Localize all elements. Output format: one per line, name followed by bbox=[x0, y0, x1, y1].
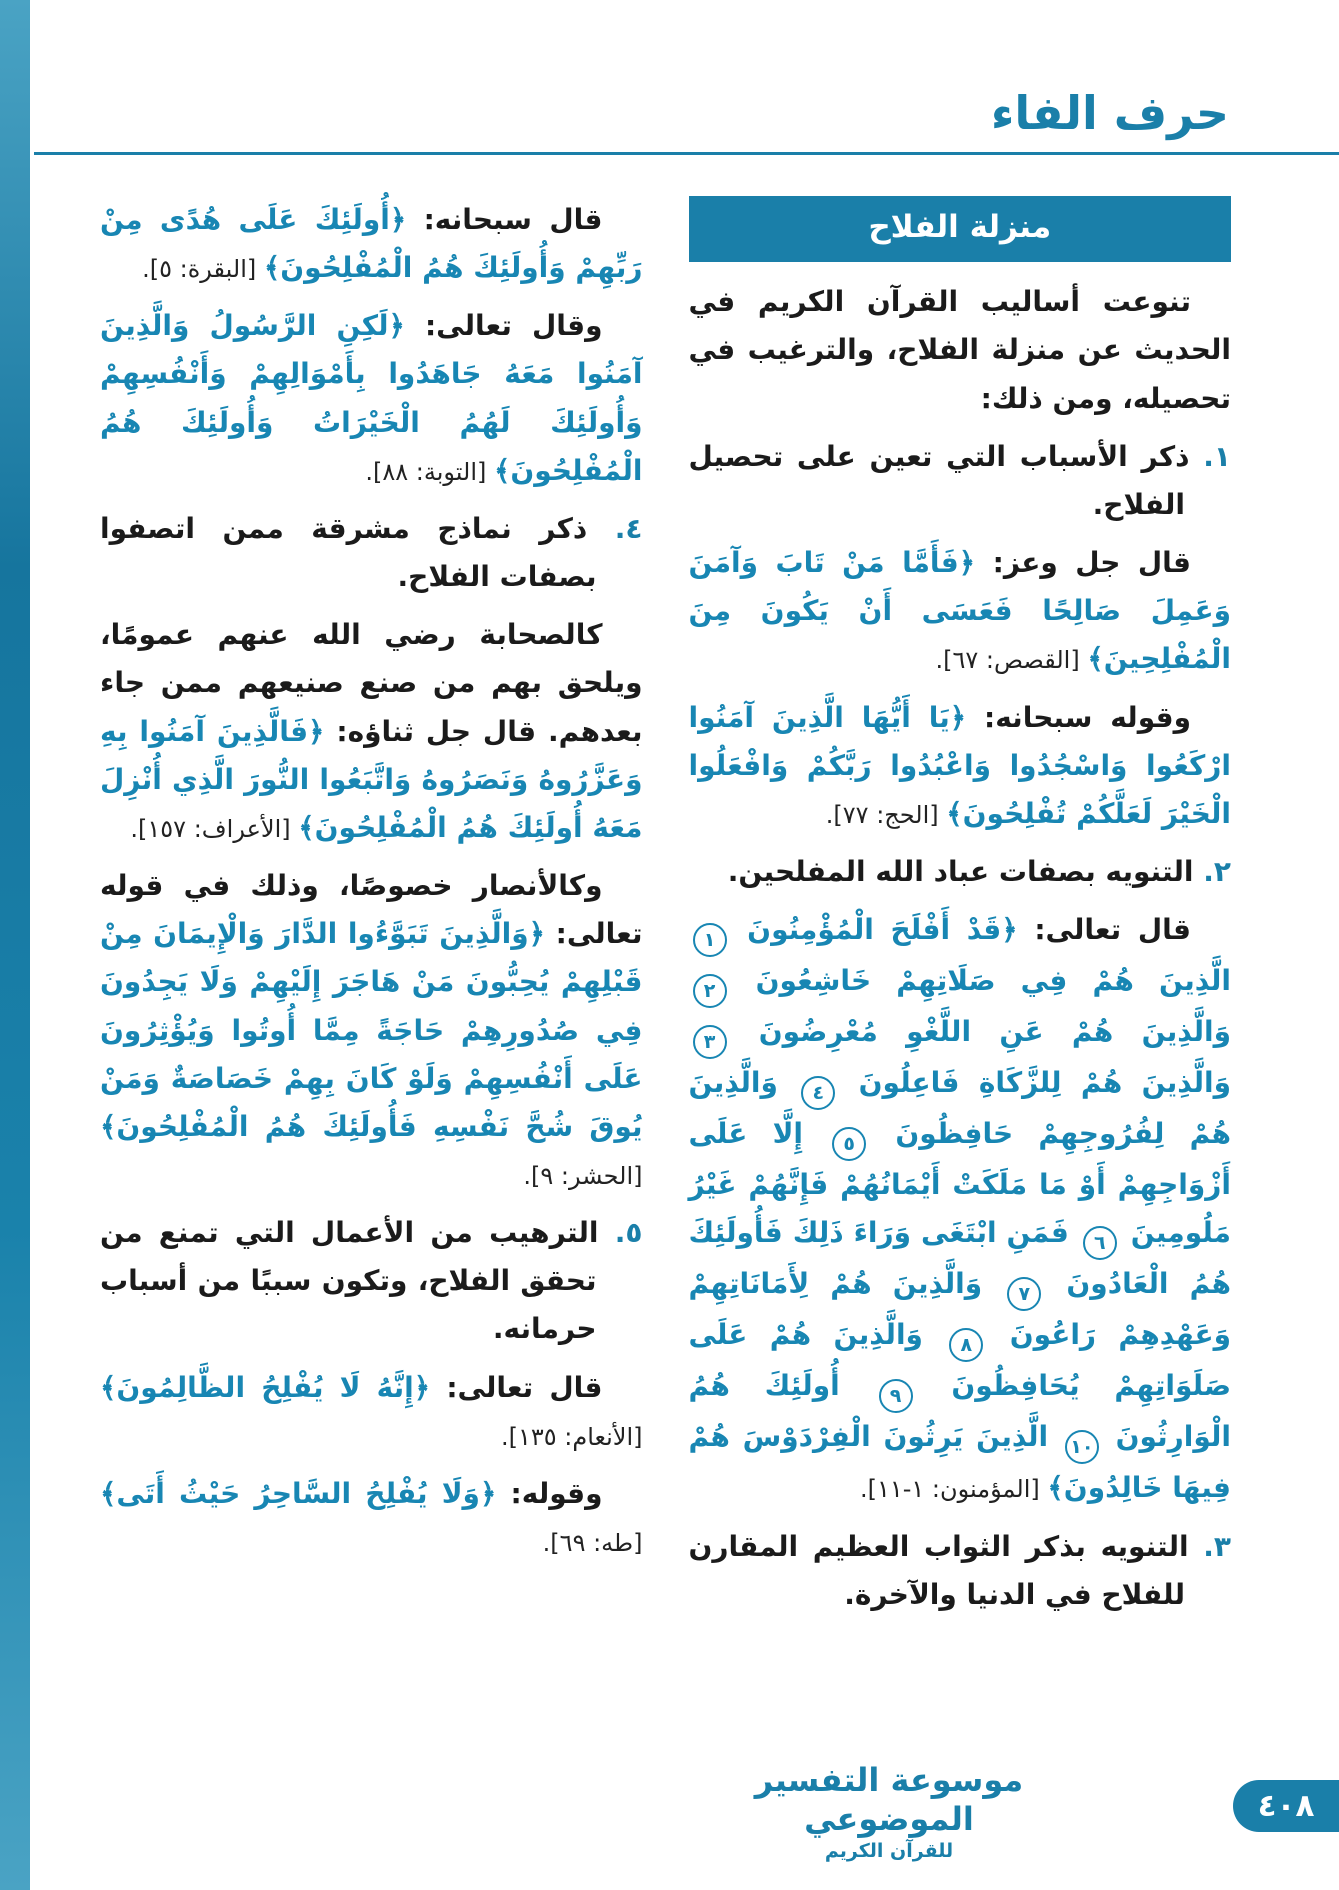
header-rule bbox=[34, 152, 1339, 155]
column-left bbox=[100, 196, 643, 1629]
quran-text: إِلَّا عَلَى أَزْوَاجِهِمْ أَوْ مَا مَلَكَتْ أَيْمَانُهُمْ فَإِنَّهُمْ غَيْرُ مَلُومِينَ bbox=[688, 1117, 1232, 1250]
quran-text: ﴿فَالَّذِينَ آمَنُوا بِهِ وَعَزَّرُوهُ وَنَصَرُوهُ وَاتَّبَعُوا النُّورَ الَّذِي أُنْزِلَ مَعَهُ أُولَئِكَ هُمُ الْمُفْلِحُونَ﴾ bbox=[100, 714, 643, 844]
page-number-badge: ٤٠٨ bbox=[1233, 1780, 1339, 1832]
body-text: قال تعالى: bbox=[430, 1370, 603, 1404]
verse-reference: [طه: ٦٩]. bbox=[542, 1529, 643, 1558]
ayah-number: ٣ bbox=[693, 1025, 727, 1059]
quran-text: وَالَّذِينَ هُمْ عَنِ اللَّغْوِ مُعْرِضُونَ bbox=[730, 1015, 1231, 1049]
paragraph bbox=[100, 302, 643, 495]
verse-reference: [الأنعام: ١٣٥]. bbox=[500, 1422, 643, 1451]
paragraph bbox=[689, 278, 1232, 422]
numbered-item bbox=[689, 433, 1232, 529]
paragraph bbox=[100, 862, 643, 1199]
quran-text: وَالَّذِينَ هُمْ لِلزَّكَاةِ فَاعِلُونَ bbox=[839, 1066, 1231, 1100]
quran-text: فَمَنِ ابْتَغَى وَرَاءَ ذَلِكَ فَأُولَئِكَ هُمُ الْعَادُونَ bbox=[688, 1216, 1231, 1301]
section-heading: منزلة الفلاح bbox=[689, 196, 1232, 262]
item-number: ٣. bbox=[1203, 1529, 1231, 1563]
quran-text: ﴿لَكِنِ الرَّسُولُ وَالَّذِينَ آمَنُوا مَعَهُ جَاهَدُوا بِأَمْوَالِهِمْ وَأَنْفُسِهِمْ وَأُولَئِكَ لَهُمُ الْخَيْرَاتُ وَأُولَئِكَ هُمُ الْمُفْلِحُونَ﴾ bbox=[100, 309, 643, 487]
ayah-number: ٤ bbox=[801, 1076, 835, 1110]
body-text: وقال تعالى: bbox=[404, 309, 603, 343]
ayah-number: ٥ bbox=[832, 1127, 866, 1161]
ayah-number: ١٠ bbox=[1065, 1430, 1099, 1464]
body-text: وقوله سبحانه: bbox=[966, 700, 1191, 734]
paragraph bbox=[689, 539, 1232, 683]
verse-reference: [الحشر: ٩]. bbox=[523, 1161, 643, 1190]
ayah-number: ٩ bbox=[879, 1379, 913, 1413]
verse-reference: [البقرة: ٥]. bbox=[142, 255, 264, 284]
body-text: قال سبحانه: bbox=[406, 203, 603, 236]
item-number: ٤. bbox=[614, 511, 643, 545]
quran-text: وَالَّذِينَ هُمْ لِفُرُوجِهِمْ حَافِظُونَ bbox=[688, 1066, 1231, 1151]
numbered-item bbox=[100, 505, 643, 601]
paragraph bbox=[100, 611, 643, 852]
body-text: قال تعالى: bbox=[1017, 913, 1192, 947]
ayah-number: ٢ bbox=[693, 974, 727, 1008]
running-head: حرف الفاء bbox=[990, 86, 1229, 140]
body-text: ذكر نماذج مشرقة ممن اتصفوا بصفات الفلاح. bbox=[100, 511, 615, 594]
paragraph bbox=[100, 1470, 643, 1566]
numbered-item bbox=[100, 1209, 643, 1353]
paragraph bbox=[689, 906, 1232, 1512]
body-text: التنويه بذكر الثواب العظيم المقارن للفلاح في الدنيا والآخرة. bbox=[688, 1529, 1204, 1611]
quran-text: ﴿فَأَمَّا مَنْ تَابَ وَآمَنَ وَعَمِلَ صَالِحًا فَعَسَى أَنْ يَكُونَ مِنَ الْمُفْلِحِينَ﴾ bbox=[688, 546, 1231, 676]
quran-text: الَّذِينَ يَرِثُونَ الْفِرْدَوْسَ هُمْ فِيهَا خَالِدُونَ﴾ bbox=[688, 1420, 1231, 1505]
verse-reference: [الأعراف: ١٥٧]. bbox=[130, 814, 299, 843]
item-number: ٢. bbox=[1203, 855, 1231, 889]
verse-reference: [القصص: ٦٧]. bbox=[935, 646, 1088, 675]
body-text: وكالأنصار خصوصًا، وذلك في قوله تعالى: bbox=[100, 869, 643, 951]
numbered-item bbox=[689, 848, 1232, 896]
item-number: ١. bbox=[1203, 439, 1231, 473]
quran-text: ﴿إِنَّهُ لَا يُفْلِحُ الظَّالِمُونَ﴾ bbox=[100, 1370, 431, 1404]
verse-reference: [التوبة: ٨٨]. bbox=[365, 457, 494, 486]
quran-text: وَالَّذِينَ هُمْ عَلَى صَلَوَاتِهِمْ يُحَافِظُونَ bbox=[688, 1318, 1231, 1403]
numbered-item bbox=[689, 1523, 1232, 1619]
quran-text: ﴿أُولَئِكَ عَلَى هُدًى مِنْ رَبِّهِمْ وَأُولَئِكَ هُمُ الْمُفْلِحُونَ﴾ bbox=[100, 203, 643, 285]
body-text: وقوله: bbox=[496, 1476, 603, 1510]
body-text: قال جل وعز: bbox=[975, 546, 1191, 580]
quran-text: وَالَّذِينَ هُمْ لِأَمَانَاتِهِمْ وَعَهْدِهِمْ رَاعُونَ bbox=[688, 1267, 1231, 1352]
quran-text: ﴿وَلَا يُفْلِحُ السَّاحِرُ حَيْثُ أَتَى﴾ bbox=[100, 1476, 497, 1510]
page-edge-stripe bbox=[0, 0, 30, 1890]
body-text: كالصحابة رضي الله عنهم عمومًا، ويلحق بهم من صنع صنيعهم ممن جاء بعدهم. قال جل ثناؤه: bbox=[100, 618, 643, 748]
body-text: الترهيب من الأعمال التي تمنع من تحقق الفلاح، وتكون سببًا من أسباب حرمانه. bbox=[100, 1216, 615, 1346]
publisher-logo-title: موسوعة التفسير الموضوعي bbox=[754, 1761, 1024, 1838]
paragraph bbox=[100, 1364, 643, 1460]
quran-text: ﴿يَا أَيُّهَا الَّذِينَ آمَنُوا ارْكَعُوا وَاسْجُدُوا وَاعْبُدُوا رَبَّكُمْ وَافْعَلُوا الْخَيْرَ لَعَلَّكُمْ تُفْلِحُونَ﴾ bbox=[688, 700, 1231, 830]
quran-text: ﴿وَالَّذِينَ تَبَوَّءُوا الدَّارَ وَالْإِيمَانَ مِنْ قَبْلِهِمْ يُحِبُّونَ مَنْ هَاجَرَ إِلَيْهِمْ وَلَا يَجِدُونَ فِي صُدُورِهِمْ حَاجَةً مِمَّا أُوتُوا وَيُؤْثِرُونَ عَلَى أَنْفُسِهِمْ وَلَوْ كَانَ بِهِمْ خَصَاصَةٌ وَمَنْ يُوقَ شُحَّ نَفْسِهِ فَأُولَئِكَ هُمُ الْمُفْلِحُونَ﴾ bbox=[100, 917, 643, 1143]
verse-reference: [المؤمنون: ١-١١]. bbox=[859, 1475, 1048, 1504]
verse-reference: [الحج: ٧٧]. bbox=[825, 800, 947, 829]
paragraph bbox=[689, 694, 1232, 838]
quran-text: أُولَئِكَ هُمُ الْوَارِثُونَ bbox=[688, 1369, 1231, 1454]
ayah-number: ٧ bbox=[1007, 1277, 1041, 1311]
ayah-number: ٨ bbox=[949, 1328, 983, 1362]
quran-text: ﴿قَدْ أَفْلَحَ الْمُؤْمِنُونَ bbox=[730, 913, 1018, 947]
ayah-number: ٦ bbox=[1083, 1226, 1117, 1260]
item-number: ٥. bbox=[614, 1216, 643, 1250]
paragraph bbox=[100, 196, 643, 292]
content-columns bbox=[100, 196, 1231, 1629]
quran-text: الَّذِينَ هُمْ فِي صَلَاتِهِمْ خَاشِعُونَ bbox=[730, 964, 1231, 998]
body-text: ذكر الأسباب التي تعين على تحصيل الفلاح. bbox=[688, 439, 1204, 521]
ayah-number: ١ bbox=[693, 923, 727, 957]
publisher-logo bbox=[749, 1761, 1029, 1862]
publisher-logo-subtitle: للقرآن الكريم bbox=[824, 1840, 954, 1862]
body-text: تنوعت أساليب القرآن الكريم في الحديث عن منزلة الفلاح، والترغيب في تحصيله، ومن ذلك: bbox=[688, 285, 1231, 415]
column-right bbox=[689, 196, 1232, 1629]
body-text: التنويه بصفات عباد الله المفلحين. bbox=[727, 855, 1204, 889]
